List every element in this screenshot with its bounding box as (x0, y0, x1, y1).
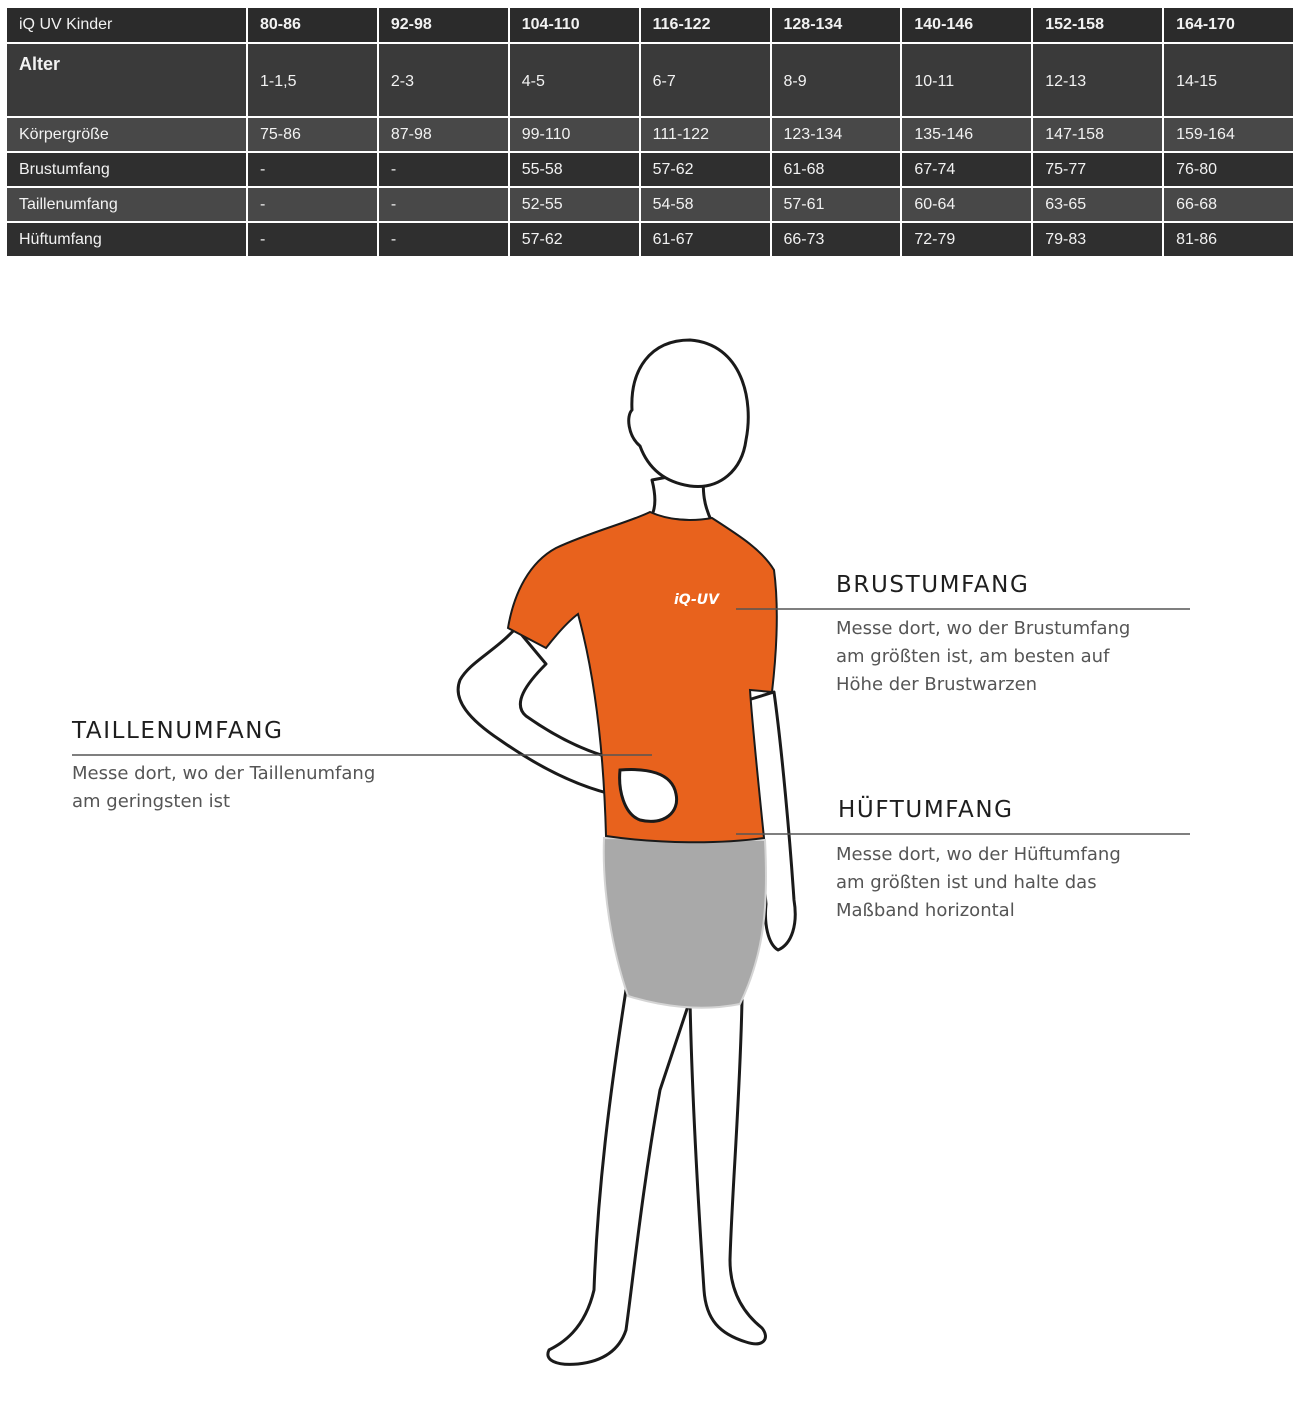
table-cell: 111-122 (640, 117, 771, 152)
row-label: Brustumfang (6, 152, 247, 187)
size-header-row (6, 7, 1294, 43)
table-cell: 75-77 (1032, 152, 1163, 187)
table-row-koerpergroesse (6, 117, 1294, 152)
table-row-alter (6, 43, 1294, 117)
measurement-figure (0, 300, 1300, 1407)
shirt-logo-text: iQ-UV (674, 592, 719, 608)
desc-line: Messe dort, wo der Taillenumfang (72, 763, 376, 784)
table-cell: 4-5 (509, 43, 640, 117)
left-leg-shape (548, 990, 690, 1364)
desc-line: am größten ist, am besten auf (836, 646, 1110, 667)
table-cell: 76-80 (1163, 152, 1294, 187)
desc-line: Messe dort, wo der Brustumfang (836, 618, 1131, 639)
table-cell: 147-158 (1032, 117, 1163, 152)
table-cell: 61-67 (640, 222, 771, 257)
table-cell: 159-164 (1163, 117, 1294, 152)
table-cell: 66-73 (771, 222, 902, 257)
right-leg-shape (690, 1000, 765, 1344)
table-cell: - (247, 152, 378, 187)
table-cell: 57-62 (640, 152, 771, 187)
table-cell: 55-58 (509, 152, 640, 187)
table-cell: 135-146 (901, 117, 1032, 152)
desc-line: am größten ist und halte das (836, 872, 1097, 893)
table-cell: - (378, 187, 509, 222)
row-label: Körpergröße (6, 117, 247, 152)
table-row-taillenumfang (6, 187, 1294, 222)
size-header-cell: 80-86 (247, 7, 378, 43)
brustumfang-description (836, 615, 1130, 699)
row-label: Hüftumfang (6, 222, 247, 257)
size-header-cell: 104-110 (509, 7, 640, 43)
table-cell: 52-55 (509, 187, 640, 222)
table-cell: - (247, 222, 378, 257)
table-cell: 123-134 (771, 117, 902, 152)
table-cell: - (378, 152, 509, 187)
shorts-shape (604, 838, 766, 1008)
table-cell: 12-13 (1032, 43, 1163, 117)
table-cell: 8-9 (771, 43, 902, 117)
table-cell: 54-58 (640, 187, 771, 222)
table-row-hueftumfang (6, 222, 1294, 257)
size-header-cell: 116-122 (640, 7, 771, 43)
row-label: Taillenumfang (6, 187, 247, 222)
table-corner-label: iQ UV Kinder (6, 7, 247, 43)
size-table (5, 6, 1295, 258)
table-cell: 81-86 (1163, 222, 1294, 257)
size-header-cell: 152-158 (1032, 7, 1163, 43)
table-cell: - (378, 222, 509, 257)
table-cell: 99-110 (509, 117, 640, 152)
desc-line: am geringsten ist (72, 791, 231, 812)
hueftumfang-description (836, 841, 1121, 925)
table-cell: 61-68 (771, 152, 902, 187)
desc-line: Maßband horizontal (836, 900, 1015, 921)
size-header-cell: 140-146 (901, 7, 1032, 43)
table-cell: 6-7 (640, 43, 771, 117)
taillenumfang-heading: TAILLENUMFANG (72, 718, 284, 744)
size-header-cell: 128-134 (771, 7, 902, 43)
table-cell: 79-83 (1032, 222, 1163, 257)
table-cell: - (247, 187, 378, 222)
table-cell: 14-15 (1163, 43, 1294, 117)
table-cell: 57-61 (771, 187, 902, 222)
table-row-brustumfang (6, 152, 1294, 187)
size-header-cell: 92-98 (378, 7, 509, 43)
row-label: Alter (6, 43, 247, 117)
table-cell: 87-98 (378, 117, 509, 152)
taillenumfang-description (72, 760, 375, 816)
table-cell: 66-68 (1163, 187, 1294, 222)
head-shape (629, 340, 749, 487)
table-cell: 67-74 (901, 152, 1032, 187)
brustumfang-heading: BRUSTUMFANG (836, 572, 1030, 598)
hueftumfang-heading: HÜFTUMFANG (838, 797, 1014, 823)
table-cell: 10-11 (901, 43, 1032, 117)
table-cell: 63-65 (1032, 187, 1163, 222)
size-header-cell: 164-170 (1163, 7, 1294, 43)
table-cell: 1-1,5 (247, 43, 378, 117)
table-cell: 60-64 (901, 187, 1032, 222)
table-cell: 75-86 (247, 117, 378, 152)
table-cell: 57-62 (509, 222, 640, 257)
desc-line: Höhe der Brustwarzen (836, 674, 1038, 695)
table-cell: 72-79 (901, 222, 1032, 257)
table-cell: 2-3 (378, 43, 509, 117)
desc-line: Messe dort, wo der Hüftumfang (836, 844, 1121, 865)
